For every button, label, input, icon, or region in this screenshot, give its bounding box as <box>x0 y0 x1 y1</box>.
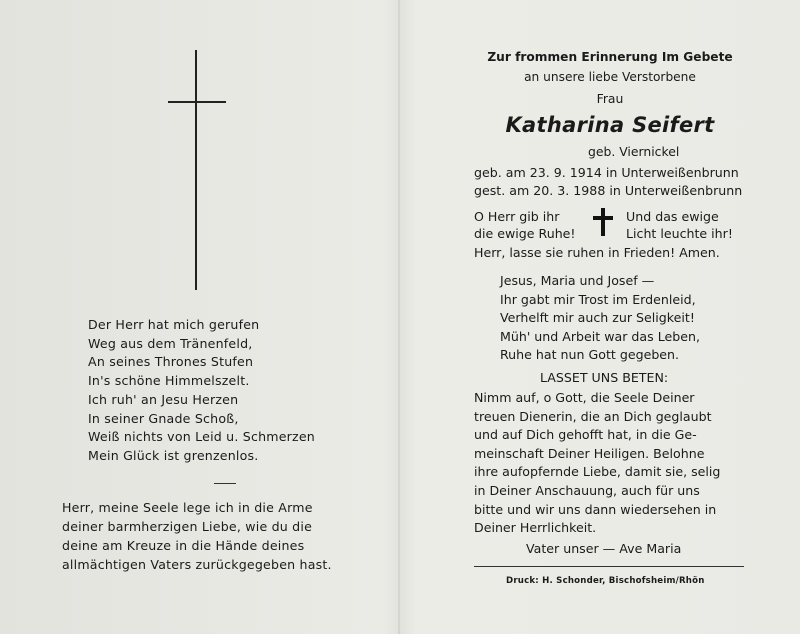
verse-line: Müh' und Arbeit war das Leben, <box>500 328 700 344</box>
prayer-text: Und das ewige <box>626 209 719 224</box>
poem-line: Der Herr hat mich gerufen <box>88 317 260 332</box>
small-cross-icon <box>593 208 613 236</box>
fold-line <box>398 0 400 634</box>
poem-line: In seiner Gnade Schoß, <box>88 410 239 426</box>
prayer-line: allmächtigen Vaters zurückgegeben hast. <box>62 557 332 572</box>
footer-rule <box>474 566 744 567</box>
cross-icon <box>168 50 226 290</box>
prayer-text: die ewige Ruhe! <box>474 226 576 241</box>
verse-line: Ihr gabt mir Trost im Erdenleid, <box>500 291 696 307</box>
prayer-line: Herr, meine Seele lege ich in die Arme <box>62 500 313 515</box>
prayer-text: Licht leuchte ihr! <box>626 226 733 241</box>
poem-line: An seines Thrones Stufen <box>88 354 254 370</box>
header-remembrance: Zur frommen Erinnerung Im Gebete <box>487 50 733 64</box>
separator <box>214 483 236 484</box>
prayer-line: deine am Kreuze in die Hände deines <box>62 538 305 553</box>
soul-prayer <box>62 498 332 574</box>
lasset-heading: LASSET UNS BETEN: <box>540 370 669 385</box>
poem-line: Weiß nichts von Leid u. Schmerzen <box>88 429 315 445</box>
prayer-line: deiner barmherzigen Liebe, wie du die <box>62 519 313 534</box>
birth-date: geb. am 23. 9. 1914 in Unterweißenbrunn <box>474 165 739 180</box>
deceased-name: Katharina Seifert <box>505 113 715 137</box>
bete-line: in Deiner Anschauung, auch für uns <box>474 482 700 498</box>
bete-line: bitte und wir uns dann wiedersehen in <box>474 501 717 517</box>
bete-line: ihre aufopfernde Liebe, damit sie, selig <box>474 464 721 480</box>
printer-credit: Druck: H. Schonder, Bischofsheim/Rhön <box>506 576 705 586</box>
prayer-text: O Herr gib ihr <box>474 209 560 224</box>
rest-prayer-left <box>474 208 575 242</box>
header-deceased: an unsere liebe Verstorbene <box>524 70 696 84</box>
poem-line: Ich ruh' an Jesu Herzen <box>88 391 239 407</box>
poem-line: In's schöne Himmelszelt. <box>88 373 250 389</box>
verse-line: Verhelft mir auch zur Seligkeit! <box>500 310 695 326</box>
closing-prayer <box>474 389 771 538</box>
poem <box>88 316 315 466</box>
rest-prayer-right <box>626 208 733 242</box>
vater-unser: Vater unser — Ave Maria <box>526 541 682 556</box>
bete-line: treuen Dienerin, die an Dich geglaubt <box>474 408 712 424</box>
bete-line: Deiner Herrlichkeit. <box>474 520 597 536</box>
header-frau: Frau <box>596 91 624 106</box>
poem-line: Mein Glück ist grenzenlos. <box>88 447 259 463</box>
bete-line: und auf Dich gehofft hat, in die Ge- <box>474 427 697 443</box>
bete-line: Nimm auf, o Gott, die Seele Deiner <box>474 390 695 405</box>
maiden-name: geb. Viernickel <box>588 144 680 159</box>
poem-line: Weg aus dem Tränenfeld, <box>88 335 253 351</box>
verse-line: Jesus, Maria und Josef — <box>500 273 655 288</box>
bete-line: meinschaft Deiner Heiligen. Belohne <box>474 445 705 461</box>
amen-line: Herr, lasse sie ruhen in Frieden! Amen. <box>474 245 720 260</box>
verse-line: Ruhe hat nun Gott gegeben. <box>500 347 680 363</box>
life-dates <box>474 164 742 200</box>
death-date: gest. am 20. 3. 1988 in Unterweißenbrunn <box>474 183 743 198</box>
jesus-verse <box>500 272 700 365</box>
